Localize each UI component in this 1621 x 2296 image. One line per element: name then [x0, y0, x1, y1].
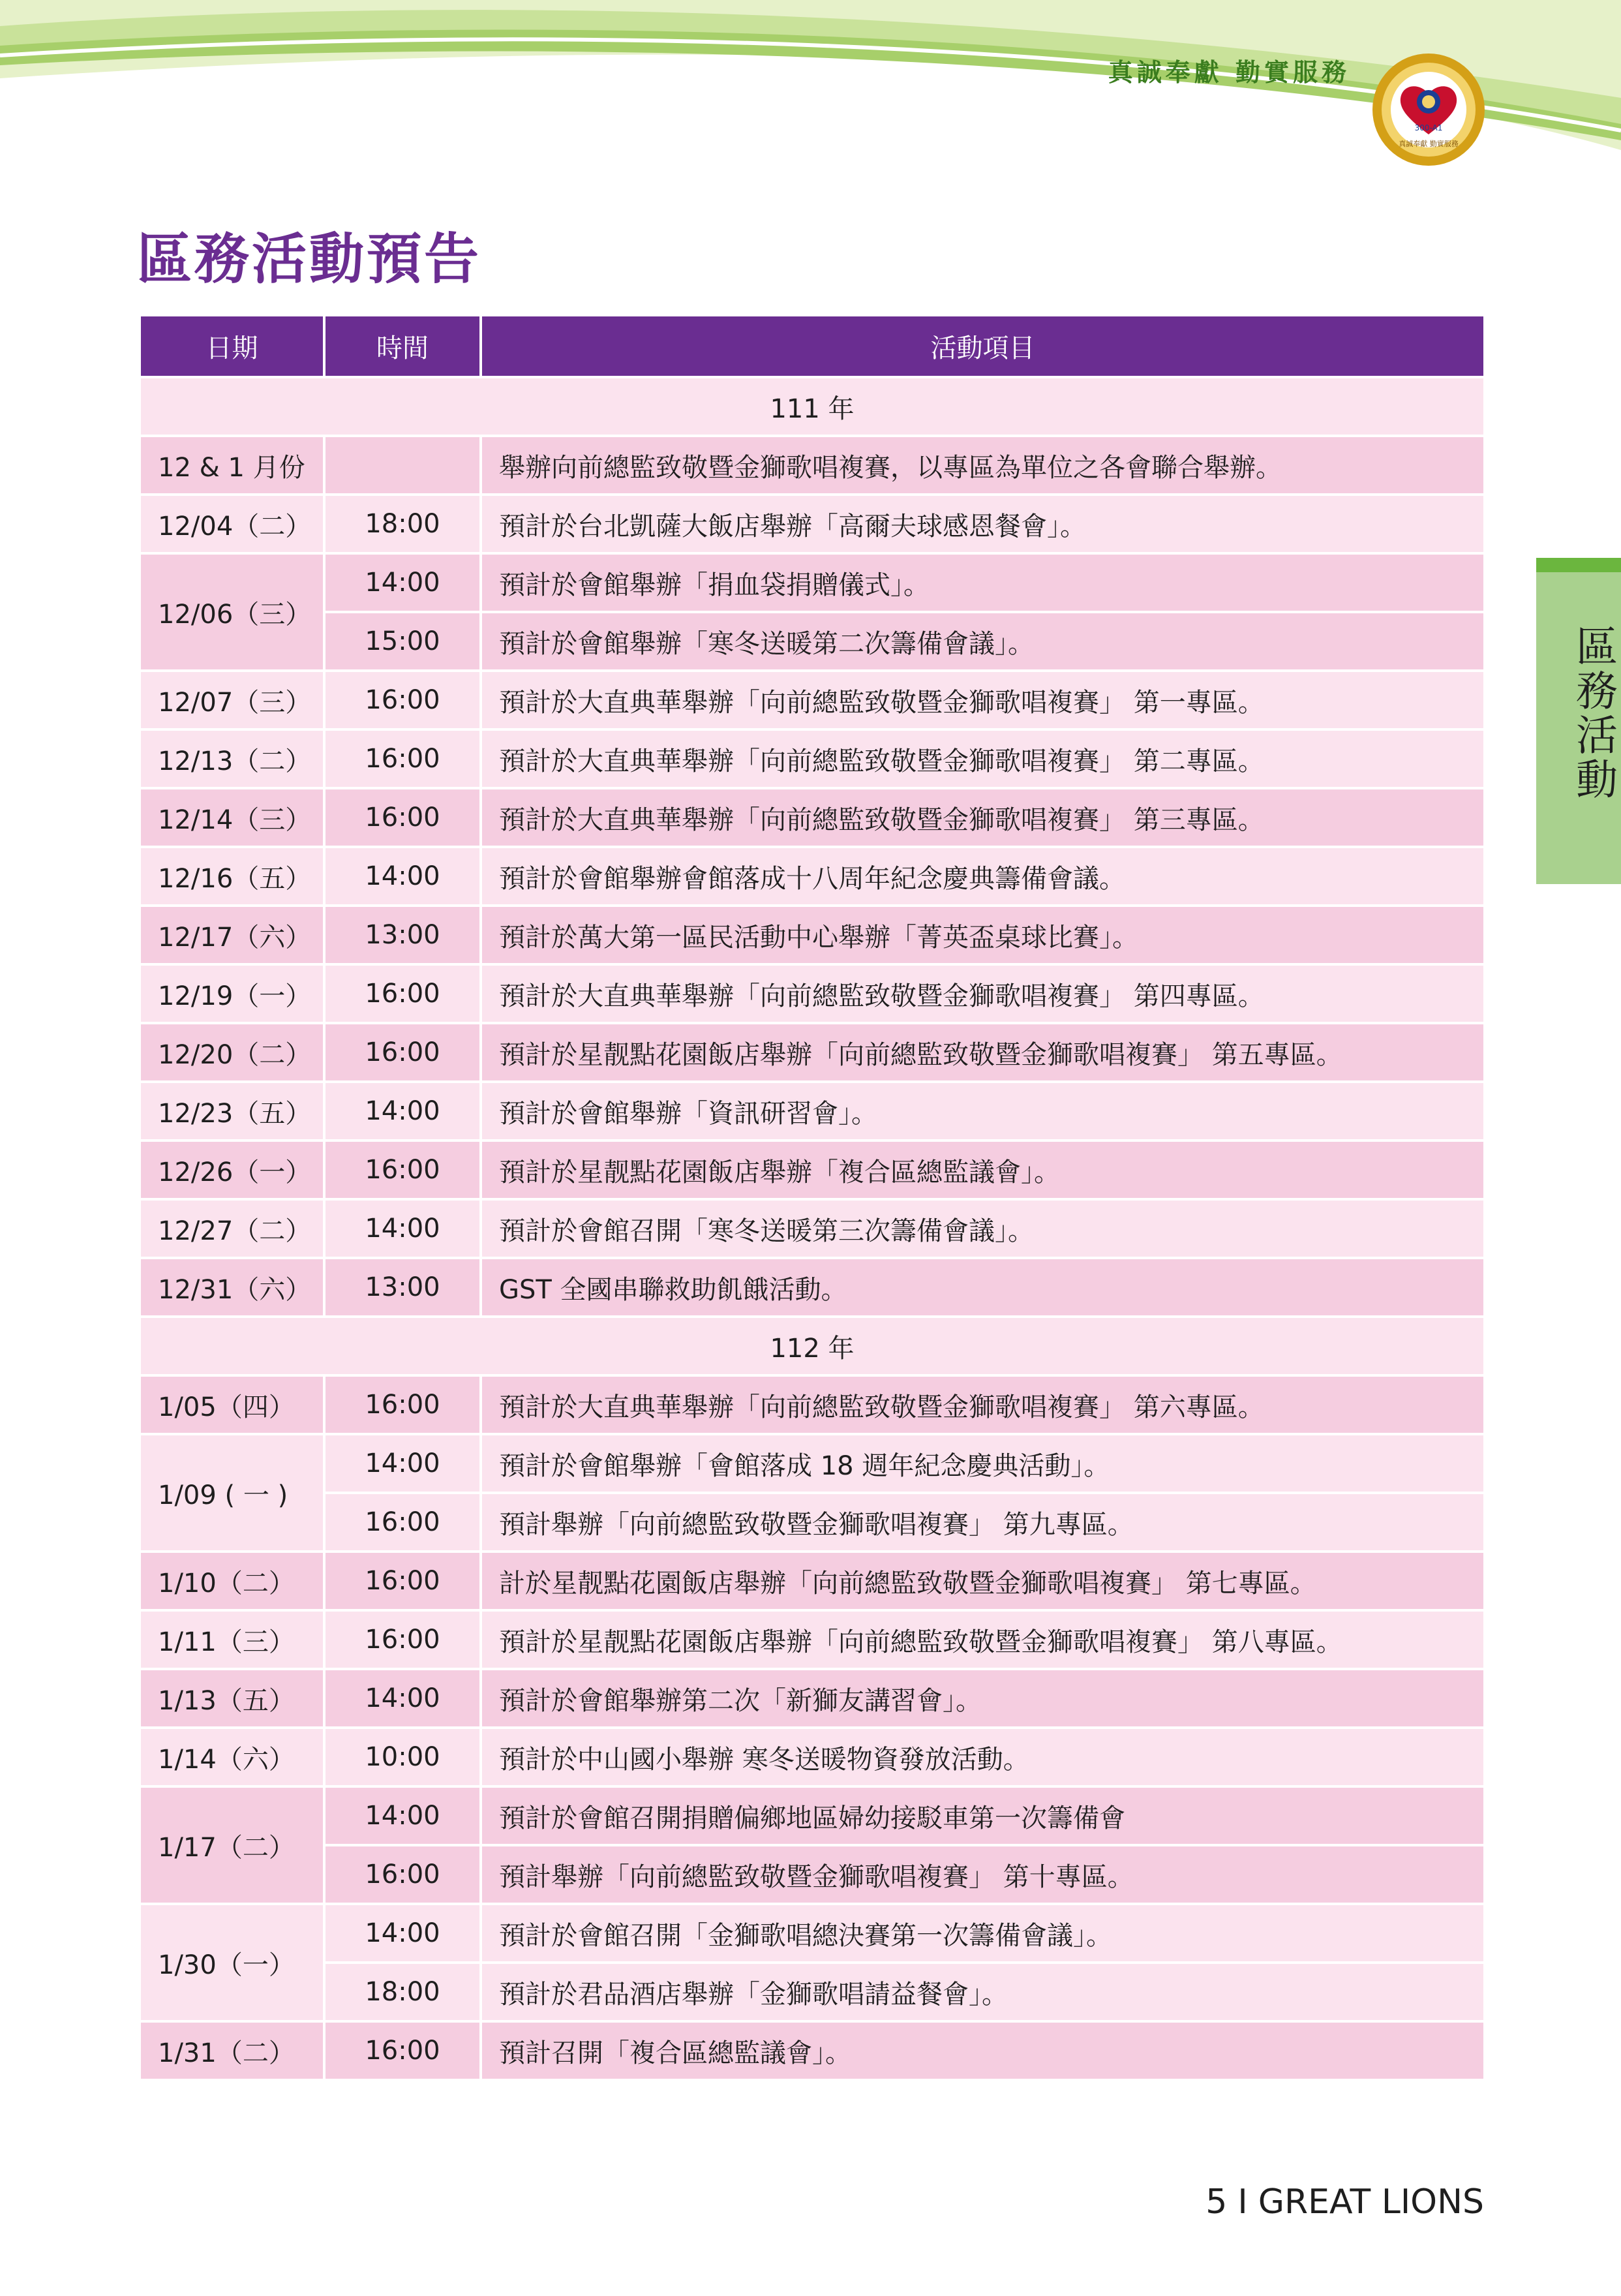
- emblem-code: 300-A1: [1414, 123, 1443, 132]
- time-cell: 16:00: [324, 2021, 481, 2080]
- date-cell: 1/11（三）: [140, 1610, 324, 1669]
- time-cell: 16:00: [324, 1023, 481, 1082]
- time-cell: 14:00: [324, 553, 481, 612]
- time-cell: 16:00: [324, 1375, 481, 1434]
- table-row: [140, 671, 1485, 729]
- activity-cell: 預計於會館召開「寒冬送暖第三次籌備會議」。: [481, 1199, 1485, 1258]
- table-row: [140, 1140, 1485, 1199]
- table-row: [140, 2021, 1485, 2080]
- date-cell: 1/05（四）: [140, 1375, 324, 1434]
- time-cell: 16:00: [324, 1610, 481, 1669]
- table-row: [140, 1493, 1485, 1552]
- table-row: [140, 1963, 1485, 2021]
- activity-cell: 預計於大直典華舉辦「向前總監致敬暨金獅歌唱複賽」 第一專區。: [481, 671, 1485, 729]
- activity-cell: 預計於大直典華舉辦「向前總監致敬暨金獅歌唱複賽」 第四專區。: [481, 964, 1485, 1023]
- table-row: [140, 1610, 1485, 1669]
- date-cell: 1/30（一）: [140, 1904, 324, 2021]
- activity-cell: 預計於會館舉辦「會館落成 18 週年紀念慶典活動」。: [481, 1434, 1485, 1493]
- activity-cell: 預計於星靓點花園飯店舉辦「複合區總監議會」。: [481, 1140, 1485, 1199]
- table-row: [140, 1199, 1485, 1258]
- header-activity: 活動項目: [481, 315, 1485, 377]
- year-label: 111 年: [140, 377, 1485, 436]
- activity-cell: GST 全國串聯救助飢餓活動。: [481, 1258, 1485, 1317]
- time-cell: 14:00: [324, 1199, 481, 1258]
- activity-cell: 預計於星靓點花園飯店舉辦「向前總監致敬暨金獅歌唱複賽」 第八專區。: [481, 1610, 1485, 1669]
- time-cell: 16:00: [324, 788, 481, 847]
- table-row: [140, 1375, 1485, 1434]
- table-row: [140, 1023, 1485, 1082]
- table-row: [140, 1904, 1485, 1963]
- activity-cell: 預計於會館舉辦「資訊研習會」。: [481, 1082, 1485, 1140]
- activity-cell: 預計於台北凱薩大飯店舉辦「高爾夫球感恩餐會」。: [481, 495, 1485, 553]
- table-row: [140, 1434, 1485, 1493]
- activity-cell: 預計於大直典華舉辦「向前總監致敬暨金獅歌唱複賽」 第六專區。: [481, 1375, 1485, 1434]
- page-number: 5: [1205, 2182, 1228, 2222]
- lions-club-emblem-icon: [1370, 51, 1487, 168]
- footer-separator: I: [1237, 2182, 1248, 2222]
- activity-cell: 預計於會館召開「金獅歌唱總決賽第一次籌備會議」。: [481, 1904, 1485, 1963]
- header-date: 日期: [140, 315, 324, 377]
- time-cell: 16:00: [324, 1845, 481, 1904]
- section-side-tab: [1536, 558, 1621, 884]
- table-row: [140, 964, 1485, 1023]
- page-title: 區務活動預告: [137, 227, 482, 291]
- time-cell: 14:00: [324, 1904, 481, 1963]
- table-row: [140, 729, 1485, 788]
- side-tab-label: 區務活動: [1569, 624, 1617, 802]
- table-row: [140, 1258, 1485, 1317]
- time-cell: 18:00: [324, 495, 481, 553]
- activity-cell: 預計於大直典華舉辦「向前總監致敬暨金獅歌唱複賽」 第三專區。: [481, 788, 1485, 847]
- table-row: [140, 847, 1485, 906]
- activity-cell: 預計於大直典華舉辦「向前總監致敬暨金獅歌唱複賽」 第二專區。: [481, 729, 1485, 788]
- table-row: [140, 612, 1485, 671]
- date-cell: 1/13（五）: [140, 1669, 324, 1728]
- time-cell: 18:00: [324, 1963, 481, 2021]
- activity-cell: 預計於萬大第一區民活動中心舉辦「菁英盃桌球比賽」。: [481, 906, 1485, 964]
- date-cell: 12/23（五）: [140, 1082, 324, 1140]
- activity-cell: 預計於星靓點花園飯店舉辦「向前總監致敬暨金獅歌唱複賽」 第五專區。: [481, 1023, 1485, 1082]
- date-cell: 12/27（二）: [140, 1199, 324, 1258]
- date-cell: 12/26（一）: [140, 1140, 324, 1199]
- year-divider-row: [140, 1317, 1485, 1375]
- time-cell: 15:00: [324, 612, 481, 671]
- time-cell: 14:00: [324, 847, 481, 906]
- date-cell: 12/13（二）: [140, 729, 324, 788]
- date-cell: 12/06（三）: [140, 553, 324, 671]
- header-time: 時間: [324, 315, 481, 377]
- time-cell: 16:00: [324, 964, 481, 1023]
- activity-cell: 計於星靓點花園飯店舉辦「向前總監致敬暨金獅歌唱複賽」 第七專區。: [481, 1552, 1485, 1610]
- table-row: [140, 1728, 1485, 1786]
- activity-cell: 預計於會館舉辦第二次「新獅友講習會」。: [481, 1669, 1485, 1728]
- time-cell: 14:00: [324, 1434, 481, 1493]
- activity-cell: 預計於會館召開捐贈偏鄉地區婦幼接駁車第一次籌備會: [481, 1786, 1485, 1845]
- time-cell: 14:00: [324, 1082, 481, 1140]
- activity-schedule-table: [138, 314, 1486, 2081]
- date-cell: 1/31（二）: [140, 2021, 324, 2080]
- date-cell: 12/07（三）: [140, 671, 324, 729]
- time-cell: 14:00: [324, 1786, 481, 1845]
- date-cell: 12/20（二）: [140, 1023, 324, 1082]
- time-cell: 16:00: [324, 1140, 481, 1199]
- date-cell: 1/17（二）: [140, 1786, 324, 1904]
- time-cell: 16:00: [324, 671, 481, 729]
- date-cell: 12 & 1 月份: [140, 436, 324, 495]
- time-cell: 16:00: [324, 1552, 481, 1610]
- activity-cell: 預計於君品酒店舉辦「金獅歌唱請益餐會」。: [481, 1963, 1485, 2021]
- header-slogan: 真誠奉獻 勤實服務: [1108, 57, 1350, 87]
- activity-cell: 預計舉辦「向前總監致敬暨金獅歌唱複賽」 第十專區。: [481, 1845, 1485, 1904]
- date-cell: 12/19（一）: [140, 964, 324, 1023]
- date-cell: 1/10（二）: [140, 1552, 324, 1610]
- emblem-caption: 真誠奉獻 勤實服務: [1399, 140, 1459, 148]
- activity-cell: 預計於會館舉辦「寒冬送暖第二次籌備會議」。: [481, 612, 1485, 671]
- activity-cell: 舉辦向前總監致敬暨金獅歌唱複賽，以專區為單位之各會聯合舉辦。: [481, 436, 1485, 495]
- activity-cell: 預計於中山國小舉辦 寒冬送暖物資發放活動。: [481, 1728, 1485, 1786]
- activity-cell: 預計召開「複合區總監議會」。: [481, 2021, 1485, 2080]
- date-cell: 12/14（三）: [140, 788, 324, 847]
- time-cell: 13:00: [324, 906, 481, 964]
- activity-cell: 預計舉辦「向前總監致敬暨金獅歌唱複賽」 第九專區。: [481, 1493, 1485, 1552]
- time-cell: 10:00: [324, 1728, 481, 1786]
- time-cell: [324, 436, 481, 495]
- page-footer: [1205, 2182, 1484, 2222]
- table-row: [140, 1669, 1485, 1728]
- activity-cell: 預計於會館舉辦「捐血袋捐贈儀式」。: [481, 553, 1485, 612]
- table-row: [140, 788, 1485, 847]
- time-cell: 13:00: [324, 1258, 481, 1317]
- table-body: [140, 377, 1485, 2080]
- year-divider-row: [140, 377, 1485, 436]
- year-label: 112 年: [140, 1317, 1485, 1375]
- date-cell: 1/14（六）: [140, 1728, 324, 1786]
- date-cell: 12/17（六）: [140, 906, 324, 964]
- table-row: [140, 906, 1485, 964]
- table-row: [140, 1786, 1485, 1845]
- table-row: [140, 553, 1485, 612]
- table-row: [140, 1845, 1485, 1904]
- time-cell: 16:00: [324, 1493, 481, 1552]
- publication-name: GREAT LIONS: [1258, 2182, 1484, 2222]
- date-cell: 12/31（六）: [140, 1258, 324, 1317]
- table-row: [140, 1082, 1485, 1140]
- date-cell: 12/16（五）: [140, 847, 324, 906]
- date-cell: 1/09 ( 一 ): [140, 1434, 324, 1552]
- table-row: [140, 1552, 1485, 1610]
- table-row: [140, 436, 1485, 495]
- time-cell: 14:00: [324, 1669, 481, 1728]
- table-row: [140, 495, 1485, 553]
- date-cell: 12/04（二）: [140, 495, 324, 553]
- time-cell: 16:00: [324, 729, 481, 788]
- table-header-row: [140, 315, 1485, 377]
- activity-cell: 預計於會館舉辦會館落成十八周年紀念慶典籌備會議。: [481, 847, 1485, 906]
